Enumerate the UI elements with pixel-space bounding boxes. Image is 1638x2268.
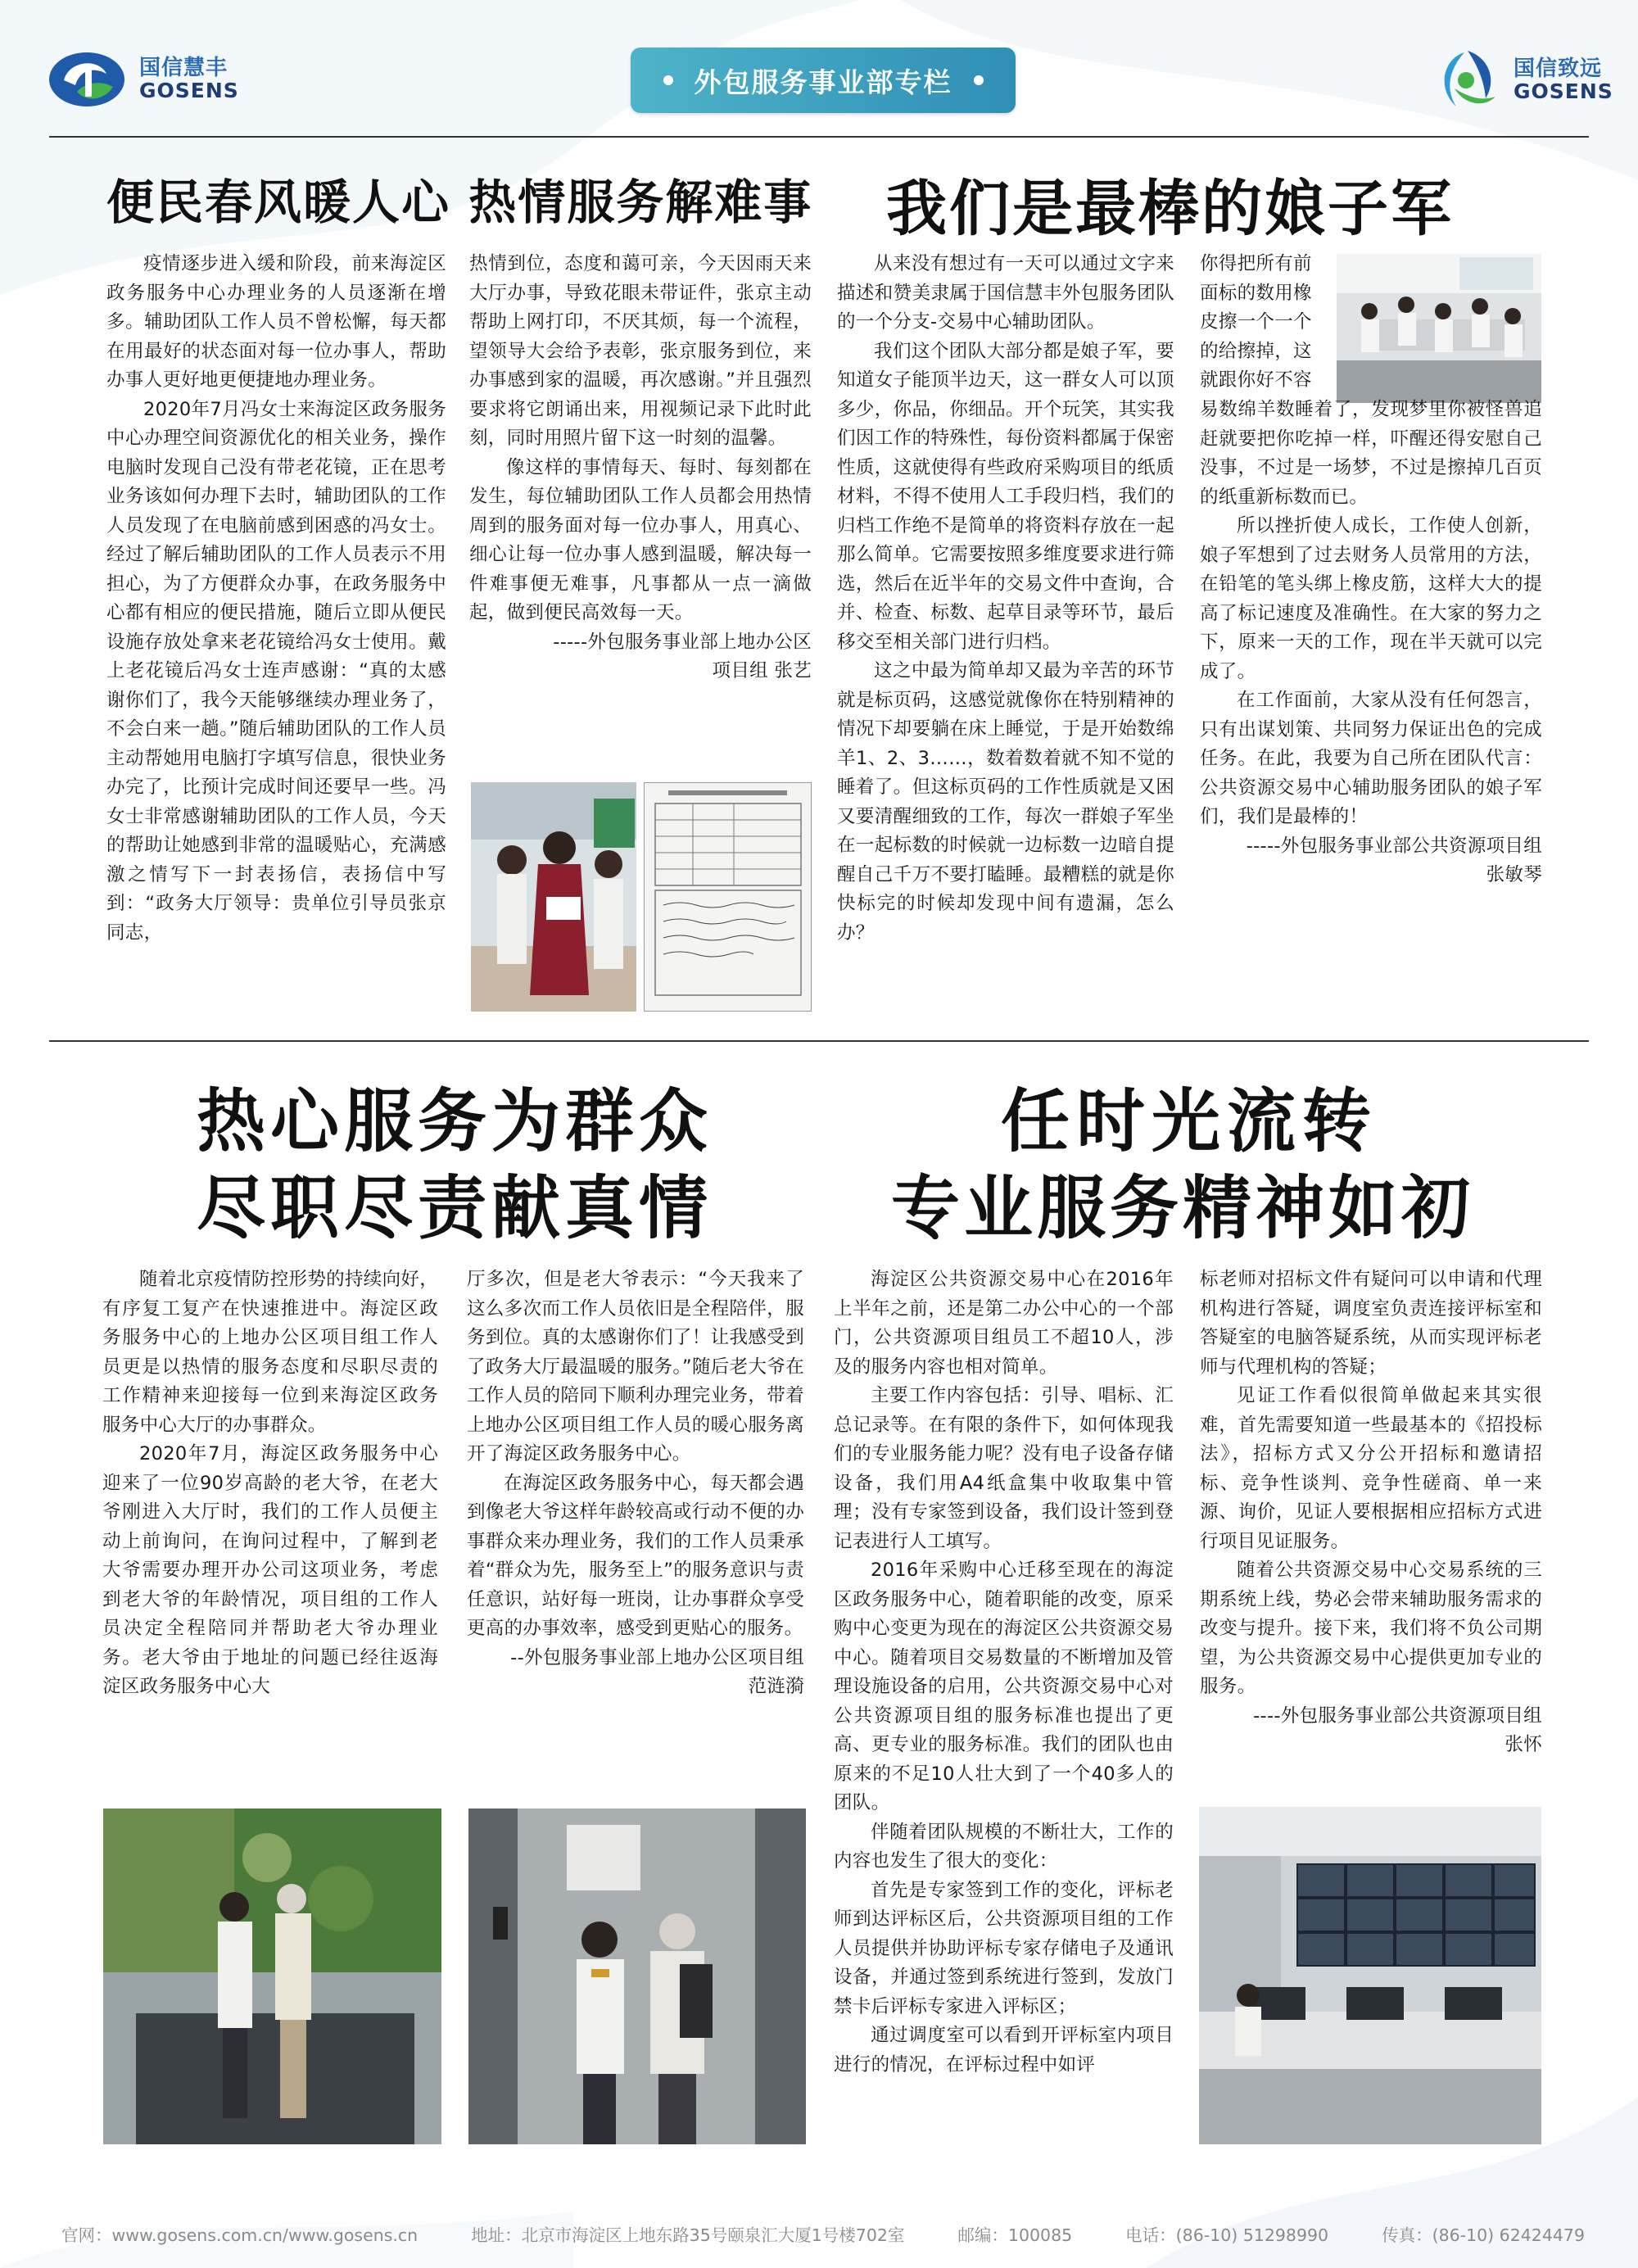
article2-signature-line2: 张敏琴	[1486, 864, 1542, 885]
text-line: 你得把所有前	[1200, 253, 1312, 274]
article1-title: 便民春风暖人心 热情服务解难事	[106, 174, 813, 230]
article4-col1	[834, 1265, 1174, 2080]
paragraph: 随着公共资源交易中心交易系统的三期系统上线，势必会带来辅助服务需求的改变与提升。接下来，我们将不负公司期望，为公共资源交易中心提供更加专业的服务。	[1200, 1560, 1542, 1697]
paragraph: 2020年7月冯女士来海淀区政务服务中心办理空间资源优化的相关业务，操作电脑时发现自己没有带老花镜，正在思考业务该如何办理下去时，辅助团队的工作人员发现了在电脑前感到困惑的冯女士。经过了解后辅助团队的工作人员表示不用担心，为了方便群众办事，在政务服务中心都有相应的便民措施，随后立即从便民设施存放处拿来老花镜给冯女士使用。戴上老花镜后冯女士连声感谢：“真的太感谢你们了，我今天能够继续办理业务了，不会白来一趟。”随后辅助团队的工作人员主动帮她用电脑打字填写信息，很快业务办完了，比预计完成时间还要早一些。冯女士非常感谢辅助团队的工作人员，今天的帮助让她感到非常的温暖贴心，充满感激之情写下一封表扬信，表扬信中写到：“政务大厅领导：贵单位引导员张京同志，	[106, 398, 446, 944]
footer-postcode: 邮编：100085	[957, 2225, 1073, 2245]
article4-title-line1: 任时光流转	[1001, 1080, 1378, 1161]
paragraph: 通过调度室可以看到开评标室内项目进行的情况，在评标过程中如评	[834, 2025, 1174, 2076]
banner-dot-right	[974, 75, 984, 85]
service-hall-staff-photo	[471, 782, 636, 1012]
paragraph: 像这样的事情每天、每时、每刻都在发生，每位辅助团队工作人员都会用热情周到的服务面对每一位办事人，用真心、细心让每一位办事人感到温暖，解决每一件难事便无难事，凡事都从一点一滴做起，做到便民高效每一天。	[469, 456, 812, 623]
article2-col1	[837, 250, 1174, 948]
escorting-elderly-photo	[103, 1809, 441, 2144]
paragraph: 2016年采购中心迁移至现在的海淀区政务服务中心，随着职能的改变，原采购中心变更为现在的海淀区公共资源交易中心。随着项目交易数量的不断增加及管理设施设备的启用，公共资源交易中心对公共资源项目组的服务标准也提出了更高、更专业的服务标准。我们的团队也由原来的不足10人壮大到了一个40多人的团队。	[834, 1560, 1174, 1813]
paragraph: 见证工作看似很简单做起来其实很难，首先需要知道一些最基本的《招投标法》，招标方式又分公开招标和邀请招标、竞争性谈判、竞争性磋商、单一来源、询价，见证人要根据相应招标方式进行项目见证服务。	[1200, 1385, 1542, 1552]
paragraph: 易数绵羊数睡着了，发现梦里你被怪兽追赶就要把你吃掉一样，吓醒还得安慰自己没事，不过是一场梦，不过是擦掉几百页的纸重新标数而已。	[1200, 399, 1542, 508]
paragraph: 在海淀区政务服务中心，每天都会遇到像老大爷这样年龄较高或行动不便的办事群众来办理业务，我们的工作人员秉承着“群众为先，服务至上”的服务意识与责任意识，站好每一班岗，让办事群众享受更高的办事效率，感受到更贴心的服务。	[467, 1472, 804, 1639]
paragraph: 海淀区公共资源交易中心在2016年上半年之前，还是第二办公中心的一个部门，公共资源项目组员工不超10人，涉及的服务内容也相对简单。	[834, 1269, 1174, 1378]
paragraph: 在工作面前，大家从没有任何怨言，只有出谋划策、共同努力保证出色的完成任务。在此，我要为自己所在团队代言：公共资源交易中心辅助服务团队的娘子军们，我们是最棒的！	[1200, 690, 1542, 827]
footer-phone: 电话：(86-10) 51298990	[1125, 2225, 1329, 2245]
praise-letter-photo	[644, 782, 812, 1012]
zhiyuan-logo-icon	[1432, 48, 1500, 113]
banner-title: 外包服务事业部专栏	[694, 66, 952, 98]
article2-title: 我们是最棒的娘子军	[886, 174, 1454, 244]
text-line: 皮擦一个一个	[1200, 311, 1312, 333]
gosens-huifeng-logo	[48, 51, 239, 108]
footer-address: 地址：北京市海淀区上地东路35号颐泉汇大厦1号楼702室	[471, 2225, 905, 2245]
article4-title-line2: 专业服务精神如初	[891, 1167, 1475, 1248]
article3-col2	[467, 1265, 804, 1702]
paragraph: 标老师对招标文件有疑问可以申请和代理机构进行答疑，调度室负责连接评标室和答疑室的电脑答疑系统，从而实现评标老师与代理机构的答疑；	[1200, 1269, 1542, 1378]
elevator-assistance-photo	[468, 1809, 806, 2144]
article3-signature-line2: 范涟漪	[748, 1676, 804, 1697]
article2-signature-line1: -----外包服务事业部公共资源项目组	[1246, 835, 1542, 857]
article1-signature-line2: 项目组 张艺	[712, 660, 812, 681]
left-logo-cn: 国信慧丰	[139, 56, 229, 81]
text-line: 就跟你好不容	[1200, 369, 1312, 391]
paragraph: 2020年7月，海淀区政务服务中心迎来了一位90岁高龄的老大爷，在老大爷刚进入大厅时，我们的工作人员便主动上前询问，在询问过程中，了解到老大爷需要办理开办公司这项业务，考虑到老大爷的年龄情况，项目组的工作人员决定全程陪同并帮助老大爷办理业务。老大爷由于地址的问题已经往返海淀区政务服务中心大	[102, 1443, 438, 1697]
gosens-zhiyuan-logo	[1432, 48, 1613, 113]
article2-col2	[1200, 396, 1542, 890]
left-logo-en: GOSENS	[139, 78, 239, 102]
paragraph: 疫情逐步进入缓和阶段，前来海淀区政务服务中心办理业务的人员逐渐在增多。辅助团队工作人员不曾松懈，每天都在用最好的状态面对每一位办事人，帮助办事人更好地更便捷地办理业务。	[106, 253, 446, 391]
article3-title-line1: 热心服务为群众	[197, 1080, 713, 1161]
paragraph: 所以挫折使人成长，工作使人创新，娘子军想到了过去财务人员常用的方法，在铅笔的笔头绑上橡皮筋，这样大大的提高了标记速度及准确性。在大家的努力之下，原来一天的工作，现在半天就可以完成了。	[1200, 515, 1542, 682]
huifeng-logo-icon	[48, 51, 126, 108]
paragraph: 随着北京疫情防控形势的持续向好，有序复工复产在快速推进中。海淀区政务服务中心的上地办公区项目组工作人员更是以热情的服务态度和尽职尽责的工作精神来迎接每一位到来海淀区政务服务中心大厅的办事群众。	[102, 1269, 438, 1436]
article3-col1	[102, 1265, 438, 1702]
paragraph: 主要工作内容包括：引导、唱标、汇总记录等。在有限的条件下，如何体现我们的专业服务能力呢？没有电子设备存储设备，我们用A4纸盒集中收取集中管理；没有专家签到设备，我们设计签到登记表进行人工填写。	[834, 1385, 1174, 1552]
paragraph: 我们这个团队大部分都是娘子军，要知道女子能顶半边天，这一群女人可以顶多少，你品，你细品。开个玩笑，其实我们因工作的特殊性，每份资料都属于保密性质，这就使得有些政府采购项目的纸质材料，不得不使用人工手段归档，我们的归档工作绝不是简单的将资料存放在一起那么简单。它需要按照多维度要求进行筛选，然后在近半年的交易文件中查询，合并、检查、标数、起草目录等环节，最后移交至相关部门进行归档。	[837, 340, 1174, 653]
right-logo-cn: 国信致远	[1514, 57, 1603, 82]
article4-signature-line2: 张怀	[1505, 1734, 1542, 1755]
paragraph: 厅多次，但是老大爷表示：“今天我来了这么多次而工作人员依旧是全程陪伴，服务到位。真的太感谢你们了！让我感受到了政务大厅最温暖的服务。”随后老大爷在工作人员的陪同下顺利办理完业务，带着上地办公区项目组工作人员的暖心服务离开了海淀区政务服务中心。	[467, 1269, 804, 1464]
control-room-photo	[1199, 1807, 1541, 2144]
banner-dot-left	[663, 75, 673, 85]
article1-col1	[106, 250, 446, 948]
text-line: 面标的数用橡	[1200, 282, 1312, 304]
footer-fax: 传真：(86-10) 62424479	[1382, 2225, 1585, 2245]
article3-signature-line1: --外包服务事业部上地办公区项目组	[510, 1646, 804, 1668]
text-line: 的给擦掉，这	[1200, 340, 1312, 362]
header-divider	[49, 136, 1589, 138]
paragraph: 首先是专家签到工作的变化，评标老师到达评标区后，公共资源项目组的工作人员提供并协助评标专家存储电子及通讯设备，并通过签到系统进行签到，发放门禁卡后评标专家进入评标区；	[834, 1879, 1174, 2017]
section-banner	[631, 48, 1016, 113]
paragraph: 这之中最为简单却又最为辛苦的环节就是标页码，这感觉就像你在特别精神的情况下却要躺在床上睡觉，于是开始数绵羊1、2、3……，数着数着就不知不觉的睡着了。但这标页码的工作性质就是又困又要清醒细致的工作，每次一群娘子军坐在一起标数的时候就一边标数一边暗自提醒自己千万不要打瞌睡。最糟糕的就是你快标完的时候却发现中间有遗漏，怎么办？	[837, 660, 1174, 944]
article4-col2	[1200, 1265, 1542, 1760]
mid-divider	[49, 1040, 1589, 1042]
article3-title-line2: 尽职尽责献真情	[197, 1167, 713, 1248]
page-footer	[61, 2221, 1585, 2246]
footer-website: 官网：www.gosens.com.cn/www.gosens.cn	[61, 2225, 419, 2245]
paragraph: 从来没有想过有一天可以通过文字来描述和赞美隶属于国信慧丰外包服务团队的一个分支-交易中心辅助团队。	[837, 253, 1174, 333]
team-working-photo	[1337, 254, 1541, 403]
paragraph: 伴随着团队规模的不断壮大，工作的内容也发生了很大的变化：	[834, 1821, 1174, 1872]
article1-col2	[469, 250, 812, 686]
article1-signature-line1: -----外包服务事业部上地办公区	[553, 631, 812, 653]
article4-signature-line1: ----外包服务事业部公共资源项目组	[1253, 1704, 1542, 1727]
article2-col2-top	[1200, 250, 1331, 396]
paragraph: 热情到位，态度和蔼可亲，今天因雨天来大厅办事，导致花眼未带证件，张京主动帮助上网打印，不厌其烦，每一个流程，望领导大会给予表彰，张京服务到位，来办事感到家的温暖，再次感谢。”并且强烈要求将它朗诵出来，用视频记录下此时此刻，同时用照片留下这一时刻的温馨。	[469, 253, 812, 449]
right-logo-en: GOSENS	[1514, 79, 1613, 103]
